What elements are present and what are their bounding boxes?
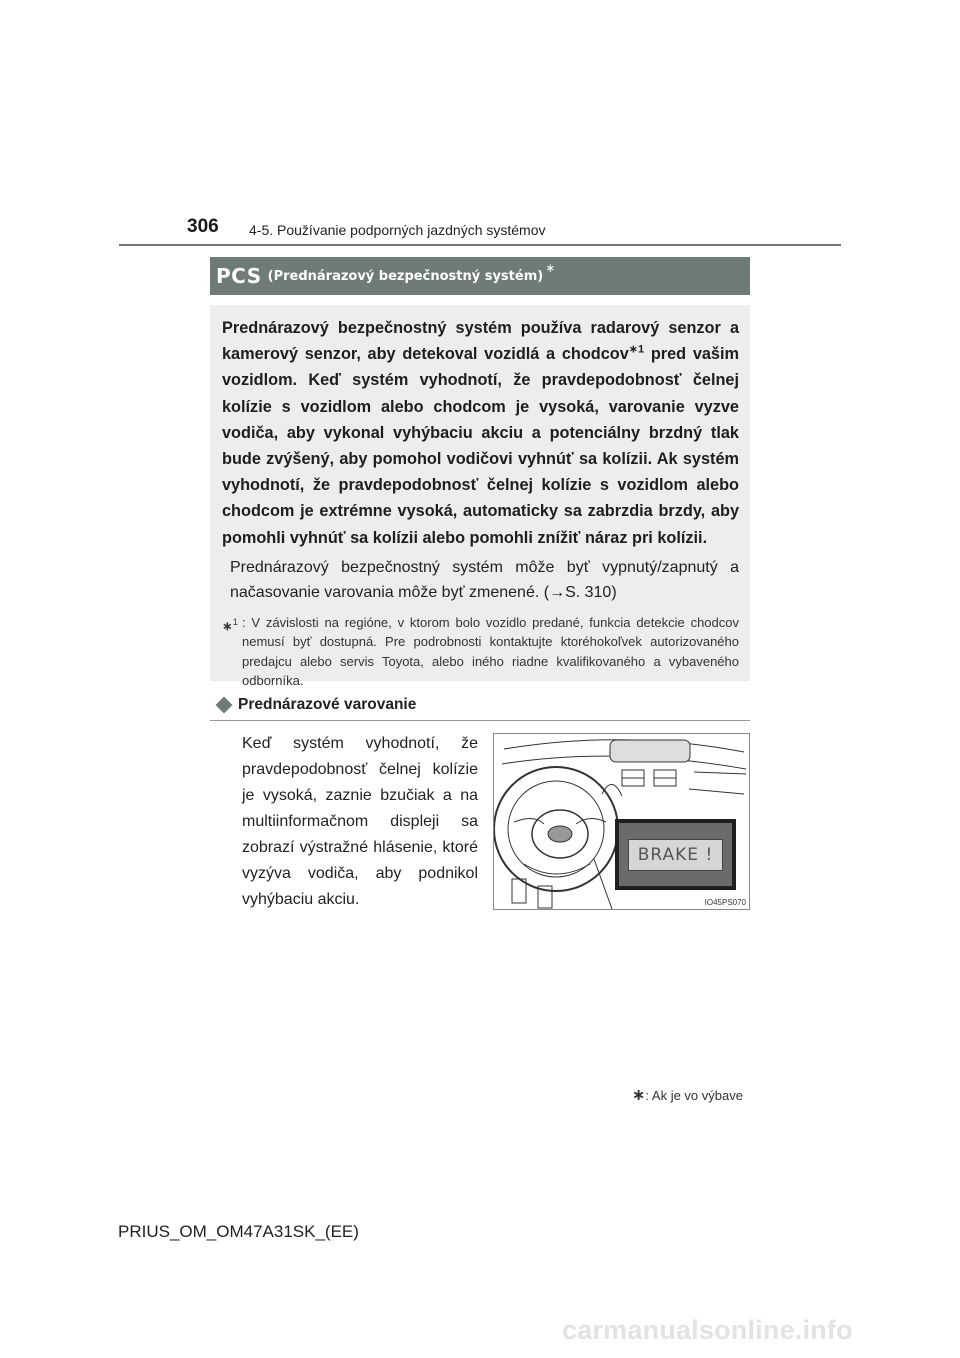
section-title-bar [210, 257, 750, 295]
page-footnote [632, 1085, 743, 1105]
intro-box [210, 305, 750, 689]
intro-paragraph: Prednárazový bezpečnostný systém môže byť vypnutý/zapnutý a načasovanie varovania môže byť zmenené. (→S. 310) [230, 558, 739, 601]
intro-bold-text-2: pred vašim vozidlom. Keď systém vyhodnotí, že pravdepodobnosť čelnej kolízie s vozidlom alebo chodcom je vysoká, varovanie vyzve vodiča, aby vykonal vyhýbaciu akciu a potenciálny brzdný tlak bude zvýšený, aby pomohol vodičovi vyhnúť sa kolízii. Ak systém vyhodnotí, že pravdepodobnosť čelnej kolízie s vozidlom alebo chodcom je extrémne vysoká, automaticky sa zabrzdia brzdy, aby pomohli vyhnúť sa kolízii alebo pomohli znížiť náraz pri kolízii. [222, 345, 739, 547]
footnote-star-icon: ∗ [632, 1087, 646, 1104]
figure-code: IO45PS070 [704, 898, 746, 907]
footnote-1-mark [222, 613, 242, 691]
subsection-title: Prednárazové varovanie [238, 696, 417, 713]
footnote-star: ∗ [222, 618, 233, 634]
dashboard-illustration [493, 733, 750, 910]
optional-equipment-mark: ∗ [545, 261, 556, 275]
subsection-heading [218, 696, 416, 714]
header-divider [119, 244, 841, 246]
footnote-1 [222, 613, 739, 691]
diamond-icon [216, 697, 233, 714]
page-footnote-text: : Ak je vo výbave [645, 1088, 743, 1103]
section-title: PCS [216, 264, 262, 288]
brake-warning-message: BRAKE ! [628, 839, 724, 871]
intro-bold-paragraph [222, 315, 739, 551]
footnote-ref: ∗1 [628, 343, 645, 356]
section-subtitle: (Prednárazový bezpečnostný systém) [267, 268, 544, 284]
page-number: 306 [187, 216, 219, 237]
document-id: PRIUS_OM_OM47A31SK_(EE) [118, 1222, 359, 1241]
subsection-body: Keď systém vyhodnotí, že pravdepodobnosť čelnej kolízie je vysoká, zaznie bzučiak a na multiinformačnom displeji sa zobrazí výstražné hlásenie, ktoré vyzýva vodiča, aby podnikol vyhýbaciu akciu. [242, 735, 478, 908]
chapter-title: 4-5. Používanie podporných jazdných systémov [249, 222, 546, 238]
footnote-number: 1 [232, 616, 238, 627]
subsection-divider [210, 720, 750, 721]
footnote-1-text: : V závislosti na regióne, v ktorom bolo vozidlo predané, funkcia detekcie chodcov nemusí byť dostupná. Pre podrobnosti kontaktujte ktoréhokoľvek autorizovaného predajcu alebo servis Toyota, alebo iného riadne kvalifikovaného a vybaveného odborníka. [242, 614, 739, 689]
multi-info-display [615, 819, 736, 890]
watermark: carmanualsonline.info [562, 1315, 853, 1345]
intro-bold-text-1: Prednárazový bezpečnostný systém používa radarový senzor a kamerový senzor, aby detekoval vozidlá a chodcov [222, 319, 739, 364]
